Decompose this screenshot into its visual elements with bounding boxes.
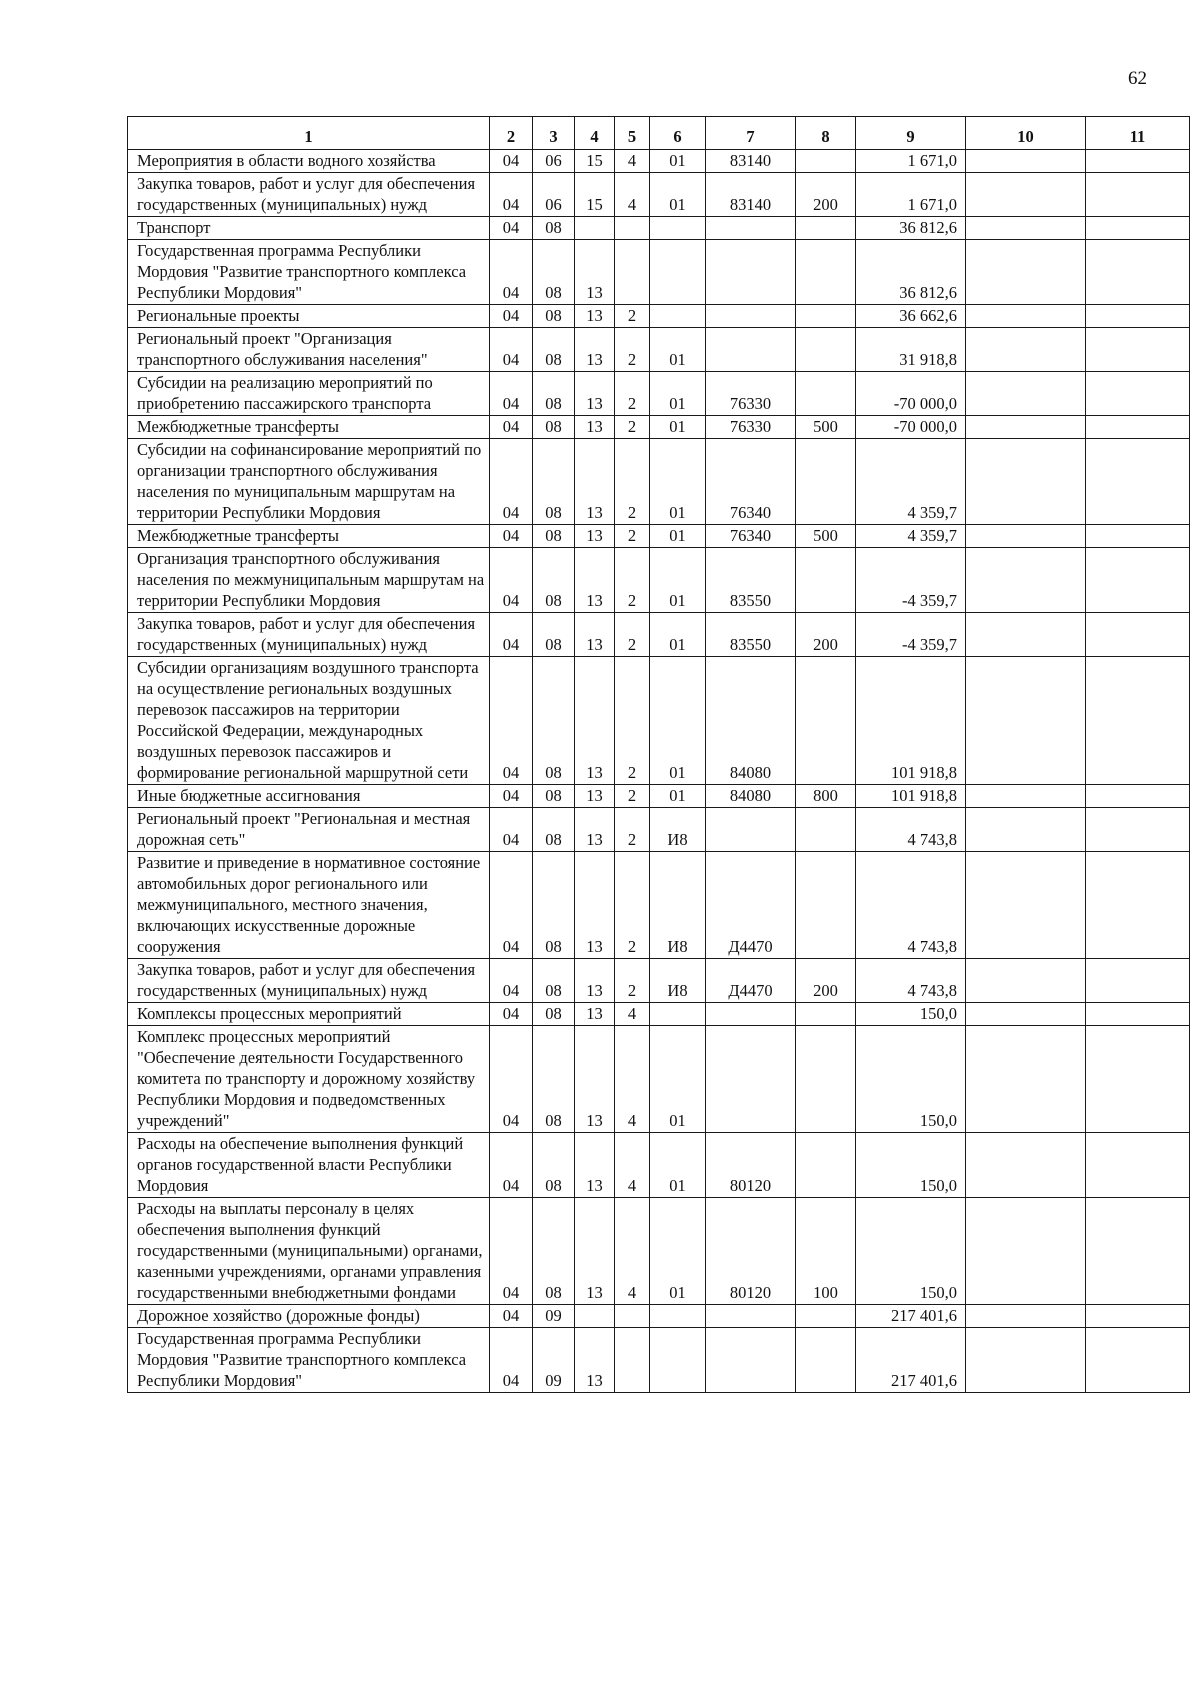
- table-row: [128, 808, 1190, 852]
- row-name-cell: Закупка товаров, работ и услуг для обеспечения государственных (муниципальных) нужд: [128, 613, 490, 657]
- amount-cell: 150,0: [856, 1026, 966, 1133]
- structural-element-cell: И8: [650, 852, 706, 959]
- structural-element-cell: 01: [650, 1026, 706, 1133]
- subprogram-code-cell: 2: [615, 613, 650, 657]
- direction-code-cell: 76330: [706, 372, 796, 416]
- header-cell: 1: [128, 117, 490, 150]
- table-row: [128, 372, 1190, 416]
- amount-cell: 4 743,8: [856, 852, 966, 959]
- header-cell: 3: [533, 117, 575, 150]
- program-code-cell: 13: [575, 548, 615, 613]
- amount-col11-cell: [1086, 217, 1190, 240]
- amount-cell: 4 359,7: [856, 439, 966, 525]
- table-row: [128, 1328, 1190, 1393]
- table-row: [128, 217, 1190, 240]
- amount-cell: 217 401,6: [856, 1328, 966, 1393]
- amount-cell: 36 812,6: [856, 240, 966, 305]
- direction-code-cell: [706, 1026, 796, 1133]
- table-row: [128, 1133, 1190, 1198]
- amount-col10-cell: [966, 439, 1086, 525]
- subsection-code-cell: 08: [533, 808, 575, 852]
- program-code-cell: 13: [575, 613, 615, 657]
- direction-code-cell: [706, 808, 796, 852]
- table-row: [128, 525, 1190, 548]
- amount-cell: 101 918,8: [856, 785, 966, 808]
- section-code-cell: 04: [490, 150, 533, 173]
- direction-code-cell: [706, 240, 796, 305]
- section-code-cell: 04: [490, 439, 533, 525]
- page-number: 62: [1128, 68, 1147, 89]
- structural-element-cell: [650, 1328, 706, 1393]
- amount-cell: 4 359,7: [856, 525, 966, 548]
- subsection-code-cell: 08: [533, 1198, 575, 1305]
- row-name-cell: Дорожное хозяйство (дорожные фонды): [128, 1305, 490, 1328]
- amount-col11-cell: [1086, 305, 1190, 328]
- program-code-cell: 13: [575, 852, 615, 959]
- direction-code-cell: 83140: [706, 150, 796, 173]
- section-code-cell: 04: [490, 240, 533, 305]
- program-code-cell: 13: [575, 305, 615, 328]
- program-code-cell: 13: [575, 328, 615, 372]
- program-code-cell: 13: [575, 416, 615, 439]
- row-name-cell: Субсидии на софинансирование мероприятий по организации транспортного обслуживания населения по муниципальным маршрутам на территории Республики Мордовия: [128, 439, 490, 525]
- amount-col11-cell: [1086, 785, 1190, 808]
- table-row: [128, 548, 1190, 613]
- amount-col11-cell: [1086, 613, 1190, 657]
- section-code-cell: 04: [490, 173, 533, 217]
- amount-col11-cell: [1086, 525, 1190, 548]
- direction-code-cell: Д4470: [706, 852, 796, 959]
- subsection-code-cell: 08: [533, 305, 575, 328]
- expense-type-cell: [796, 808, 856, 852]
- amount-cell: -70 000,0: [856, 372, 966, 416]
- expense-type-cell: [796, 1133, 856, 1198]
- amount-col10-cell: [966, 1328, 1086, 1393]
- expense-type-cell: 200: [796, 959, 856, 1003]
- subprogram-code-cell: 2: [615, 525, 650, 548]
- amount-cell: 101 918,8: [856, 657, 966, 785]
- header-cell: 9: [856, 117, 966, 150]
- program-code-cell: 13: [575, 1026, 615, 1133]
- section-code-cell: 04: [490, 548, 533, 613]
- subprogram-code-cell: 2: [615, 416, 650, 439]
- structural-element-cell: И8: [650, 808, 706, 852]
- section-code-cell: 04: [490, 613, 533, 657]
- subprogram-code-cell: 2: [615, 808, 650, 852]
- header-cell: 11: [1086, 117, 1190, 150]
- section-code-cell: 04: [490, 1133, 533, 1198]
- structural-element-cell: 01: [650, 657, 706, 785]
- expense-type-cell: 500: [796, 416, 856, 439]
- row-name-cell: Расходы на обеспечение выполнения функций органов государственной власти Республики Мордовия: [128, 1133, 490, 1198]
- amount-cell: 1 671,0: [856, 150, 966, 173]
- direction-code-cell: 83550: [706, 548, 796, 613]
- subsection-code-cell: 09: [533, 1305, 575, 1328]
- subprogram-code-cell: [615, 1305, 650, 1328]
- amount-col10-cell: [966, 548, 1086, 613]
- direction-code-cell: 80120: [706, 1198, 796, 1305]
- header-cell: 10: [966, 117, 1086, 150]
- section-code-cell: 04: [490, 416, 533, 439]
- row-name-cell: Субсидии организациям воздушного транспорта на осуществление региональных воздушных перевозок пассажиров на территории Российской Федерации, международных воздушных перевозок пассажиров и формирование региональной маршрутной сети: [128, 657, 490, 785]
- amount-col11-cell: [1086, 1198, 1190, 1305]
- subsection-code-cell: 08: [533, 372, 575, 416]
- expense-type-cell: 100: [796, 1198, 856, 1305]
- table-row: [128, 1305, 1190, 1328]
- section-code-cell: 04: [490, 1003, 533, 1026]
- amount-col10-cell: [966, 305, 1086, 328]
- amount-cell: 4 743,8: [856, 808, 966, 852]
- structural-element-cell: И8: [650, 959, 706, 1003]
- section-code-cell: 04: [490, 959, 533, 1003]
- table-row: [128, 1003, 1190, 1026]
- amount-cell: 150,0: [856, 1003, 966, 1026]
- program-code-cell: 15: [575, 150, 615, 173]
- row-name-cell: Межбюджетные трансферты: [128, 525, 490, 548]
- structural-element-cell: 01: [650, 328, 706, 372]
- section-code-cell: 04: [490, 217, 533, 240]
- program-code-cell: 13: [575, 959, 615, 1003]
- amount-col11-cell: [1086, 150, 1190, 173]
- amount-cell: 36 812,6: [856, 217, 966, 240]
- expense-type-cell: 200: [796, 173, 856, 217]
- program-code-cell: 13: [575, 1003, 615, 1026]
- structural-element-cell: 01: [650, 613, 706, 657]
- direction-code-cell: [706, 305, 796, 328]
- subsection-code-cell: 08: [533, 1026, 575, 1133]
- section-code-cell: 04: [490, 808, 533, 852]
- subprogram-code-cell: 4: [615, 1198, 650, 1305]
- expense-type-cell: 200: [796, 613, 856, 657]
- subsection-code-cell: 09: [533, 1328, 575, 1393]
- subprogram-code-cell: 2: [615, 959, 650, 1003]
- amount-col11-cell: [1086, 852, 1190, 959]
- structural-element-cell: 01: [650, 1133, 706, 1198]
- subsection-code-cell: 08: [533, 613, 575, 657]
- section-code-cell: 04: [490, 657, 533, 785]
- table-row: [128, 150, 1190, 173]
- row-name-cell: Региональный проект "Региональная и местная дорожная сеть": [128, 808, 490, 852]
- subsection-code-cell: 08: [533, 416, 575, 439]
- row-name-cell: Комплекс процессных мероприятий "Обеспечение деятельности Государственного комитета по транспорту и дорожному хозяйству Республики Мордовия и подведомственных учреждений": [128, 1026, 490, 1133]
- amount-col10-cell: [966, 416, 1086, 439]
- amount-col11-cell: [1086, 1026, 1190, 1133]
- expense-type-cell: 500: [796, 525, 856, 548]
- amount-col11-cell: [1086, 808, 1190, 852]
- table-row: [128, 1198, 1190, 1305]
- amount-cell: -70 000,0: [856, 416, 966, 439]
- row-name-cell: Межбюджетные трансферты: [128, 416, 490, 439]
- amount-col11-cell: [1086, 240, 1190, 305]
- subsection-code-cell: 06: [533, 150, 575, 173]
- table-body: [128, 150, 1190, 1393]
- subsection-code-cell: 08: [533, 785, 575, 808]
- header-cell: 2: [490, 117, 533, 150]
- amount-col10-cell: [966, 1133, 1086, 1198]
- section-code-cell: 04: [490, 1305, 533, 1328]
- structural-element-cell: [650, 1003, 706, 1026]
- amount-col10-cell: [966, 1026, 1086, 1133]
- table-row: [128, 439, 1190, 525]
- subsection-code-cell: 08: [533, 240, 575, 305]
- subprogram-code-cell: 2: [615, 372, 650, 416]
- section-code-cell: 04: [490, 852, 533, 959]
- structural-element-cell: 01: [650, 372, 706, 416]
- section-code-cell: 04: [490, 1328, 533, 1393]
- direction-code-cell: [706, 1328, 796, 1393]
- direction-code-cell: [706, 1003, 796, 1026]
- structural-element-cell: [650, 240, 706, 305]
- amount-col10-cell: [966, 959, 1086, 1003]
- expense-type-cell: [796, 305, 856, 328]
- section-code-cell: 04: [490, 525, 533, 548]
- amount-col10-cell: [966, 785, 1086, 808]
- program-code-cell: 13: [575, 372, 615, 416]
- expense-type-cell: [796, 1305, 856, 1328]
- row-name-cell: Закупка товаров, работ и услуг для обеспечения государственных (муниципальных) нужд: [128, 959, 490, 1003]
- structural-element-cell: 01: [650, 439, 706, 525]
- amount-col10-cell: [966, 613, 1086, 657]
- table-row: [128, 416, 1190, 439]
- table-row: [128, 785, 1190, 808]
- amount-col11-cell: [1086, 1003, 1190, 1026]
- section-code-cell: 04: [490, 305, 533, 328]
- row-name-cell: Государственная программа Республики Мордовия "Развитие транспортного комплекса Республики Мордовия": [128, 240, 490, 305]
- table-row: [128, 852, 1190, 959]
- section-code-cell: 04: [490, 328, 533, 372]
- expense-type-cell: [796, 372, 856, 416]
- program-code-cell: 13: [575, 1133, 615, 1198]
- row-name-cell: Организация транспортного обслуживания населения по межмуниципальным маршрутам на территории Республики Мордовия: [128, 548, 490, 613]
- program-code-cell: 13: [575, 785, 615, 808]
- amount-col11-cell: [1086, 657, 1190, 785]
- direction-code-cell: 76330: [706, 416, 796, 439]
- direction-code-cell: 76340: [706, 525, 796, 548]
- expense-type-cell: [796, 1026, 856, 1133]
- amount-col10-cell: [966, 657, 1086, 785]
- table-row: [128, 657, 1190, 785]
- structural-element-cell: 01: [650, 173, 706, 217]
- amount-col10-cell: [966, 852, 1086, 959]
- amount-col10-cell: [966, 1198, 1086, 1305]
- row-name-cell: Закупка товаров, работ и услуг для обеспечения государственных (муниципальных) нужд: [128, 173, 490, 217]
- amount-col10-cell: [966, 328, 1086, 372]
- program-code-cell: 13: [575, 525, 615, 548]
- table-row: [128, 959, 1190, 1003]
- row-name-cell: Мероприятия в области водного хозяйства: [128, 150, 490, 173]
- row-name-cell: Расходы на выплаты персоналу в целях обеспечения выполнения функций государственными (муниципальными) органами, казенными учреждениями, органами управления государственными внебюджетными фондами: [128, 1198, 490, 1305]
- header-cell: 6: [650, 117, 706, 150]
- subsection-code-cell: 08: [533, 959, 575, 1003]
- structural-element-cell: [650, 217, 706, 240]
- expense-type-cell: 800: [796, 785, 856, 808]
- program-code-cell: [575, 217, 615, 240]
- expense-type-cell: [796, 439, 856, 525]
- subprogram-code-cell: 4: [615, 1026, 650, 1133]
- amount-cell: 150,0: [856, 1133, 966, 1198]
- amount-col10-cell: [966, 173, 1086, 217]
- amount-col11-cell: [1086, 416, 1190, 439]
- program-code-cell: 13: [575, 439, 615, 525]
- amount-col10-cell: [966, 525, 1086, 548]
- structural-element-cell: 01: [650, 548, 706, 613]
- amount-col10-cell: [966, 1003, 1086, 1026]
- amount-cell: 31 918,8: [856, 328, 966, 372]
- header-cell: 7: [706, 117, 796, 150]
- section-code-cell: 04: [490, 1198, 533, 1305]
- direction-code-cell: 76340: [706, 439, 796, 525]
- program-code-cell: 13: [575, 1198, 615, 1305]
- direction-code-cell: 83550: [706, 613, 796, 657]
- subprogram-code-cell: 2: [615, 657, 650, 785]
- row-name-cell: Региональные проекты: [128, 305, 490, 328]
- subprogram-code-cell: 4: [615, 1003, 650, 1026]
- program-code-cell: 13: [575, 1328, 615, 1393]
- amount-cell: -4 359,7: [856, 548, 966, 613]
- amount-col11-cell: [1086, 1305, 1190, 1328]
- expense-type-cell: [796, 657, 856, 785]
- amount-cell: 150,0: [856, 1198, 966, 1305]
- amount-col11-cell: [1086, 372, 1190, 416]
- subprogram-code-cell: 2: [615, 439, 650, 525]
- expense-type-cell: [796, 1328, 856, 1393]
- amount-col11-cell: [1086, 173, 1190, 217]
- subprogram-code-cell: 2: [615, 548, 650, 613]
- direction-code-cell: [706, 217, 796, 240]
- program-code-cell: [575, 1305, 615, 1328]
- subsection-code-cell: 08: [533, 525, 575, 548]
- subprogram-code-cell: 4: [615, 1133, 650, 1198]
- subprogram-code-cell: 2: [615, 328, 650, 372]
- program-code-cell: 13: [575, 657, 615, 785]
- row-name-cell: Иные бюджетные ассигнования: [128, 785, 490, 808]
- budget-table: [127, 116, 1190, 1393]
- subsection-code-cell: 08: [533, 852, 575, 959]
- subsection-code-cell: 08: [533, 328, 575, 372]
- direction-code-cell: [706, 1305, 796, 1328]
- amount-cell: -4 359,7: [856, 613, 966, 657]
- section-code-cell: 04: [490, 785, 533, 808]
- amount-col11-cell: [1086, 439, 1190, 525]
- structural-element-cell: 01: [650, 1198, 706, 1305]
- structural-element-cell: 01: [650, 785, 706, 808]
- structural-element-cell: [650, 1305, 706, 1328]
- row-name-cell: Комплексы процессных мероприятий: [128, 1003, 490, 1026]
- structural-element-cell: 01: [650, 150, 706, 173]
- expense-type-cell: [796, 548, 856, 613]
- program-code-cell: 15: [575, 173, 615, 217]
- table-row: [128, 305, 1190, 328]
- row-name-cell: Транспорт: [128, 217, 490, 240]
- direction-code-cell: 84080: [706, 785, 796, 808]
- table-row: [128, 613, 1190, 657]
- header-cell: 4: [575, 117, 615, 150]
- amount-cell: 36 662,6: [856, 305, 966, 328]
- direction-code-cell: 83140: [706, 173, 796, 217]
- row-name-cell: Региональный проект "Организация транспортного обслуживания населения": [128, 328, 490, 372]
- expense-type-cell: [796, 1003, 856, 1026]
- row-name-cell: Государственная программа Республики Мордовия "Развитие транспортного комплекса Республики Мордовия": [128, 1328, 490, 1393]
- amount-col11-cell: [1086, 548, 1190, 613]
- table-row: [128, 240, 1190, 305]
- amount-col11-cell: [1086, 328, 1190, 372]
- structural-element-cell: [650, 305, 706, 328]
- direction-code-cell: 80120: [706, 1133, 796, 1198]
- amount-col10-cell: [966, 808, 1086, 852]
- amount-col11-cell: [1086, 1328, 1190, 1393]
- structural-element-cell: 01: [650, 416, 706, 439]
- subprogram-code-cell: 2: [615, 852, 650, 959]
- subprogram-code-cell: 4: [615, 173, 650, 217]
- amount-col10-cell: [966, 150, 1086, 173]
- row-name-cell: Субсидии на реализацию мероприятий по приобретению пассажирского транспорта: [128, 372, 490, 416]
- subsection-code-cell: 08: [533, 548, 575, 613]
- subsection-code-cell: 08: [533, 439, 575, 525]
- row-name-cell: Развитие и приведение в нормативное состояние автомобильных дорог регионального или межмуниципального, местного значения, включающих искусственные дорожные сооружения: [128, 852, 490, 959]
- program-code-cell: 13: [575, 808, 615, 852]
- header-row: [128, 117, 1190, 150]
- subprogram-code-cell: 2: [615, 305, 650, 328]
- expense-type-cell: [796, 852, 856, 959]
- expense-type-cell: [796, 217, 856, 240]
- expense-type-cell: [796, 150, 856, 173]
- structural-element-cell: 01: [650, 525, 706, 548]
- amount-col11-cell: [1086, 1133, 1190, 1198]
- amount-col10-cell: [966, 217, 1086, 240]
- table-row: [128, 1026, 1190, 1133]
- subprogram-code-cell: 2: [615, 785, 650, 808]
- header-cell: 5: [615, 117, 650, 150]
- table-row: [128, 173, 1190, 217]
- subprogram-code-cell: [615, 217, 650, 240]
- amount-cell: 4 743,8: [856, 959, 966, 1003]
- table-row: [128, 328, 1190, 372]
- amount-cell: 1 671,0: [856, 173, 966, 217]
- amount-col10-cell: [966, 240, 1086, 305]
- direction-code-cell: 84080: [706, 657, 796, 785]
- subprogram-code-cell: [615, 1328, 650, 1393]
- section-code-cell: 04: [490, 1026, 533, 1133]
- program-code-cell: 13: [575, 240, 615, 305]
- amount-cell: 217 401,6: [856, 1305, 966, 1328]
- expense-type-cell: [796, 328, 856, 372]
- section-code-cell: 04: [490, 372, 533, 416]
- amount-col10-cell: [966, 1305, 1086, 1328]
- subsection-code-cell: 08: [533, 1133, 575, 1198]
- subprogram-code-cell: 4: [615, 150, 650, 173]
- subsection-code-cell: 08: [533, 657, 575, 785]
- amount-col10-cell: [966, 372, 1086, 416]
- subsection-code-cell: 08: [533, 1003, 575, 1026]
- amount-col11-cell: [1086, 959, 1190, 1003]
- header-cell: 8: [796, 117, 856, 150]
- direction-code-cell: [706, 328, 796, 372]
- subsection-code-cell: 08: [533, 217, 575, 240]
- expense-type-cell: [796, 240, 856, 305]
- direction-code-cell: Д4470: [706, 959, 796, 1003]
- subprogram-code-cell: [615, 240, 650, 305]
- subsection-code-cell: 06: [533, 173, 575, 217]
